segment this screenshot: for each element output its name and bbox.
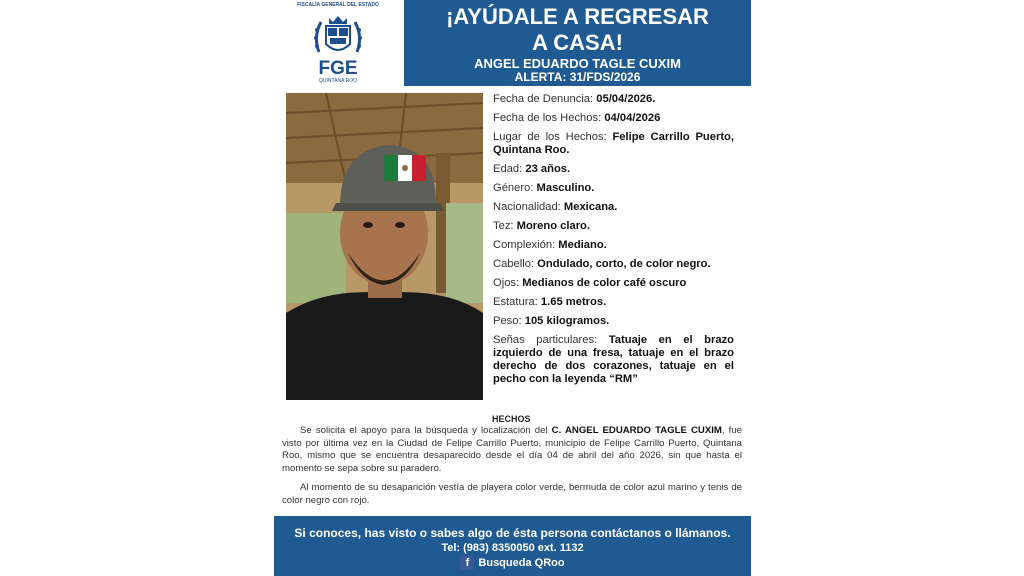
detail-value: 23 años.: [525, 163, 571, 175]
detail-value: Moreno claro.: [516, 220, 590, 232]
detail-label: Tez:: [493, 220, 514, 232]
missing-person-name: ANGEL EDUARDO TAGLE CUXIM: [474, 56, 681, 71]
hechos-narrative: [282, 425, 742, 514]
person-details: [493, 93, 734, 392]
detail-label: Estatura:: [493, 296, 538, 308]
logo-acronym: FGE: [318, 58, 358, 79]
hechos-paragraph-2: Al momento de su desaparición vestía de playera color verde, bermuda de color azul marino y tenis de color negro con rojo.: [282, 482, 742, 506]
detail-value: 04/04/2026: [604, 112, 661, 124]
detail-value: 105 kilogramos.: [524, 315, 610, 327]
detail-label: Complexión:: [493, 239, 556, 251]
detail-row: [493, 182, 734, 195]
hechos-heading: HECHOS: [492, 414, 531, 424]
detail-row: [493, 277, 734, 290]
social-link: [274, 556, 751, 570]
detail-row: [493, 112, 734, 125]
detail-value: Masculino.: [536, 182, 595, 194]
detail-row: [493, 220, 734, 233]
social-handle: Busqueda QRoo: [478, 556, 565, 569]
detail-value: Mexicana.: [563, 201, 618, 213]
contact-phone: Tel: (983) 8350050 ext. 1132: [441, 542, 584, 554]
detail-label: Cabello:: [493, 258, 535, 270]
detail-label: Género:: [493, 182, 534, 194]
detail-row: [493, 201, 734, 214]
state-seal-icon: [311, 12, 365, 62]
person-photo: [286, 93, 483, 400]
facebook-icon: f: [460, 556, 474, 570]
logo-top-text: FISCALÍA GENERAL DEL ESTADO: [297, 2, 379, 8]
detail-value: 1.65 metros.: [540, 296, 607, 308]
missing-person-poster: [274, 0, 751, 576]
hechos-paragraph-1: [282, 425, 742, 475]
detail-value: 05/04/2026.: [596, 93, 656, 105]
header-title-line1: ¡AYÚDALE A REGRESAR: [446, 4, 709, 29]
hechos-p1-rest: , fue visto por última vez en la Ciudad de Felipe Carrillo Puerto, municipio de Felipe Carrillo Puerto, Quintana Roo, mismo que se encuentra desaparecido desde el día 04 de abril del año 2026, sin que hasta el momento se sepa sobre su paradero.: [282, 425, 743, 474]
detail-row: [493, 131, 734, 157]
detail-row: [493, 334, 734, 386]
detail-value: Medianos de color café oscuro: [522, 277, 687, 289]
detail-row: [493, 296, 734, 309]
detail-value: Tatuaje en el brazo izquierdo de una fresa, tatuaje en el brazo derecho de dos corazones, tatuaje en el pecho con la leyenda “RM”: [493, 334, 734, 385]
detail-label: Fecha de Denuncia:: [493, 93, 594, 105]
detail-row: [493, 93, 734, 106]
contact-message: Si conoces, has visto o sabes algo de ésta persona contáctanos o llámanos.: [294, 526, 731, 540]
detail-value: Ondulado, corto, de color negro.: [537, 258, 711, 270]
detail-row: [493, 239, 734, 252]
detail-label: Ojos:: [493, 277, 520, 289]
detail-label: Lugar de los Hechos:: [493, 131, 607, 143]
detail-row: [493, 315, 734, 328]
hechos-p1-start: Se solicita el apoyo para la búsqueda y localización del: [300, 425, 548, 436]
header-title-line2: A CASA!: [532, 30, 623, 55]
hechos-p1-name: C. ANGEL EDUARDO TAGLE CUXIM: [551, 425, 722, 436]
detail-label: Nacionalidad:: [493, 201, 561, 213]
alert-code: ALERTA: 31/FDS/2026: [514, 70, 641, 84]
detail-label: Peso:: [493, 315, 522, 327]
contact-footer: [274, 516, 751, 576]
logo-state: QUINTANA ROO: [319, 78, 357, 84]
detail-value: Mediano.: [558, 239, 607, 251]
detail-label: Edad:: [493, 163, 523, 175]
detail-row: [493, 163, 734, 176]
detail-label: Fecha de los Hechos:: [493, 112, 602, 124]
detail-label: Señas particulares:: [493, 334, 598, 346]
header-banner: [404, 0, 751, 86]
detail-row: [493, 258, 734, 271]
detail-value: Felipe Carrillo Puerto, Quintana Roo.: [493, 131, 734, 156]
fge-logo: [274, 0, 402, 86]
